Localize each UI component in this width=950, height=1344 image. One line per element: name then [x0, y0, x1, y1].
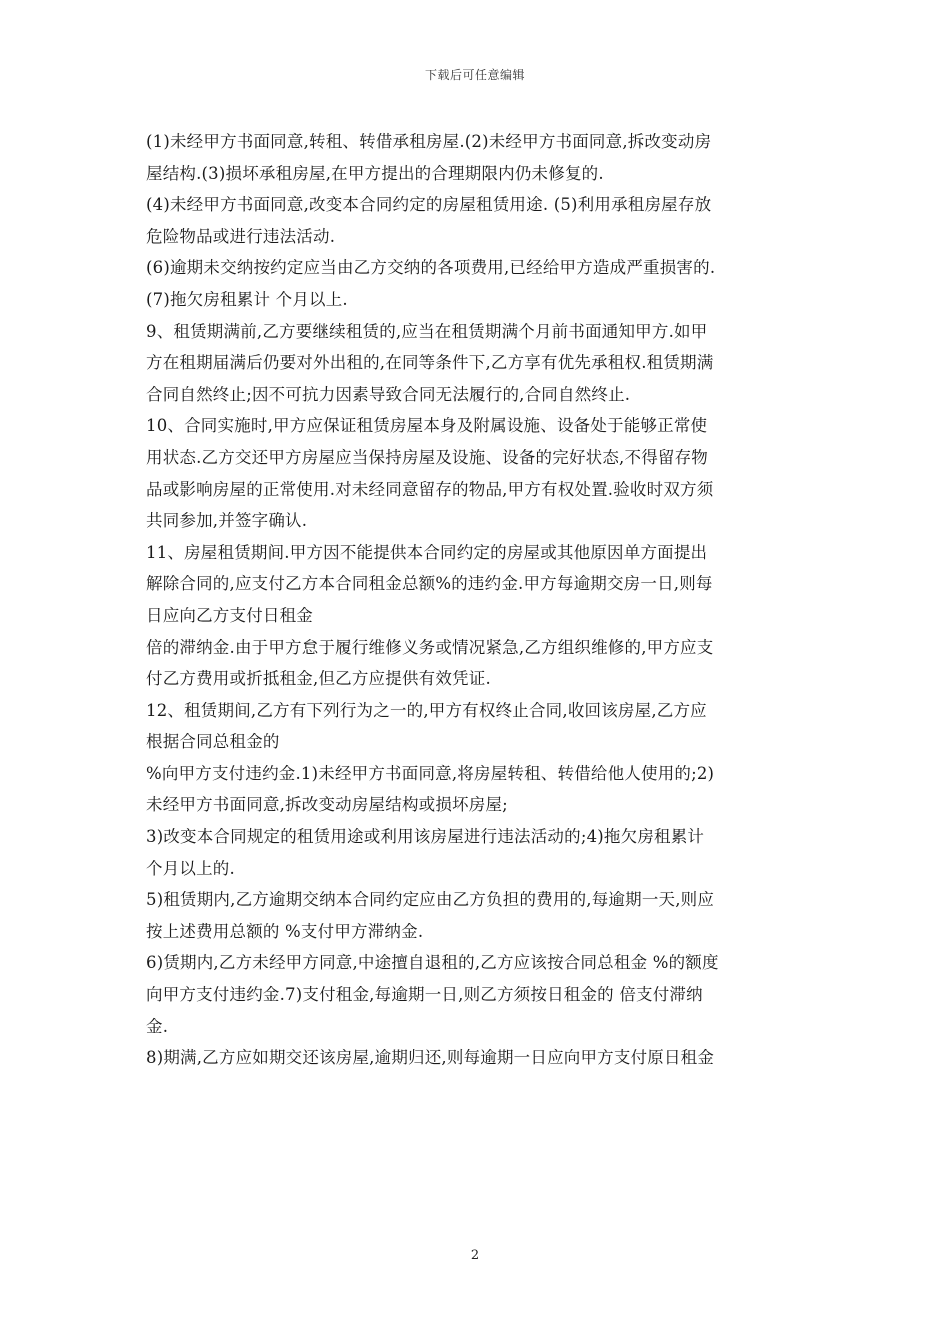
text-line: 9、租赁期满前,乙方要继续租赁的,应当在租赁期满个月前书面通知甲方.如甲	[146, 321, 708, 341]
text-line: (4)未经甲方书面同意,改变本合同约定的房屋租赁用途. (5)利用承租房屋存放	[146, 195, 712, 215]
text-line: (6)逾期未交纳按约定应当由乙方交纳的各项费用,已经给甲方造成严重损害的.	[146, 258, 716, 278]
text-line: 危险物品或进行违法活动.	[146, 226, 336, 246]
contract-body	[146, 126, 810, 1074]
text-line: %向甲方支付违约金.1)未经甲方书面同意,将房屋转租、转借给他人使用的;2)	[146, 763, 715, 783]
text-line: 共同参加,并签字确认.	[146, 511, 308, 531]
text-line: 用状态.乙方交还甲方房屋应当保持房屋及设施、设备的完好状态,不得留存物	[146, 447, 708, 467]
text-line: 8)期满,乙方应如期交还该房屋,逾期归还,则每逾期一日应向甲方支付原日租金	[146, 1048, 715, 1068]
page-header: 下载后可任意编辑	[424, 68, 525, 82]
text-line: 12、租赁期间,乙方有下列行为之一的,甲方有权终止合同,收回该房屋,乙方应	[146, 700, 707, 720]
text-line: 个月以上的.	[146, 858, 235, 878]
text-line: 品或影响房屋的正常使用.对未经同意留存的物品,甲方有权处置.验收时双方须	[146, 479, 714, 499]
text-line: 按上述费用总额的 %支付甲方滞纳金.	[146, 921, 424, 941]
text-line: 6)赁期内,乙方未经甲方同意,中途擅自退租的,乙方应该按合同总租金 %的额度	[146, 953, 719, 973]
text-line: 倍的滞纳金.由于甲方怠于履行维修义务或情况紧急,乙方组织维修的,甲方应支	[146, 637, 714, 657]
text-line: 合同自然终止;因不可抗力因素导致合同无法履行的,合同自然终止.	[146, 384, 631, 404]
text-line: 根据合同总租金的	[146, 732, 280, 752]
text-line: (7)拖欠房租累计 个月以上.	[146, 289, 348, 309]
text-line: 10、合同实施时,甲方应保证租赁房屋本身及附属设施、设备处于能够正常使	[146, 416, 708, 436]
text-line: 解除合同的,应支付乙方本合同租金总额%的违约金.甲方每逾期交房一日,则每	[146, 574, 713, 594]
text-line: 金.	[146, 1016, 169, 1036]
text-line: 屋结构.(3)损坏承租房屋,在甲方提出的合理期限内仍未修复的.	[146, 163, 604, 183]
text-line: 11、房屋租赁期间.甲方因不能提供本合同约定的房屋或其他原因单方面提出	[146, 542, 708, 562]
text-line: 未经甲方书面同意,拆改变动房屋结构或损坏房屋;	[146, 795, 508, 815]
text-line: (1)未经甲方书面同意,转租、转借承租房屋.(2)未经甲方书面同意,拆改变动房	[146, 132, 712, 151]
text-line: 日应向乙方支付日租金	[146, 605, 313, 625]
text-line: 向甲方支付违约金.7)支付租金,每逾期一日,则乙方须按日租金的 倍支付滞纳	[146, 985, 703, 1005]
text-line: 5)租赁期内,乙方逾期交纳本合同约定应由乙方负担的费用的,每逾期一天,则应	[146, 890, 715, 910]
text-line: 方在租期届满后仍要对外出租的,在同等条件下,乙方享有优先承租权.租赁期满	[146, 353, 714, 373]
text-line: 3)改变本合同规定的租赁用途或利用该房屋进行违法活动的;4)拖欠房租累计	[146, 827, 705, 847]
text-line: 付乙方费用或折抵租金,但乙方应提供有效凭证.	[146, 669, 491, 689]
page-number: 2	[470, 1248, 480, 1263]
